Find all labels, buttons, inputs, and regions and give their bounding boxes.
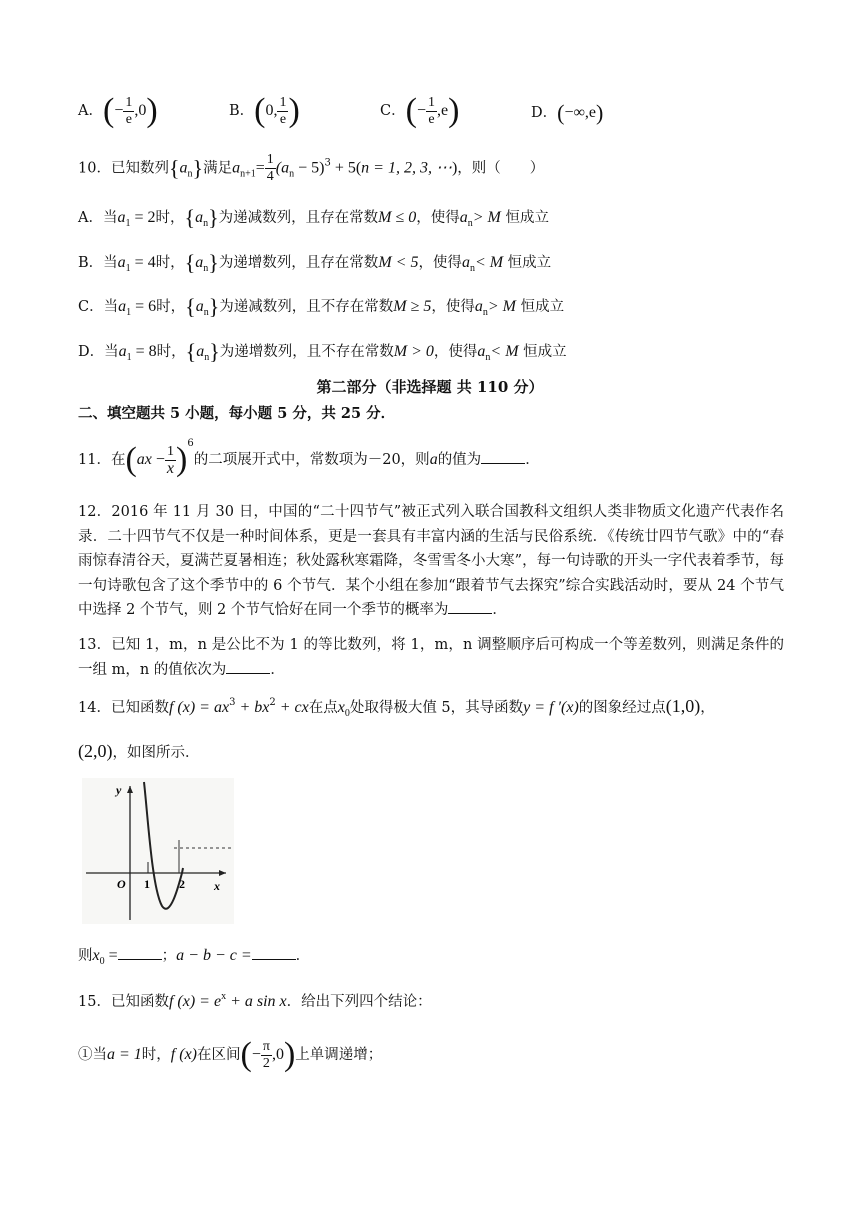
q14-x0-blank[interactable] — [118, 947, 162, 960]
q15-stem: 15．已知函数f $(x) = e^x + a$ sin x．给出下列四个结论： — [78, 991, 432, 1010]
q14-stem: 14．已知函数f $(x) = ax^3 + bx^2$ + cx在点$x_0$处取得极大值 5，其导函数y = f ′(x)的图象经过点(1,0)， — [78, 696, 715, 719]
graph-tick-2: 2 — [179, 877, 185, 891]
q10-option-a: A．当$a_1 = 2$时，$\{a_n\}$为递减数列，且存在常数M ≤ 0，使得$a_n> M$ 恒成立 — [78, 205, 549, 230]
graph-x-label: x — [214, 879, 220, 893]
q10-option-c: C．当$a_1 = 6$时，$\{a_n\}$为递减数列，且不存在常数M ≥ 5，使得$a_n> M$ 恒成立 — [78, 294, 565, 319]
q14-abc-blank[interactable] — [252, 947, 296, 960]
q10-option-b: B．当$a_1 = 4$时，$\{a_n\}$为递增数列，且存在常数M < 5，使得$a_n< M$ 恒成立 — [78, 250, 552, 275]
q13-answer-blank[interactable] — [226, 661, 270, 674]
q14-answers: 则$x_0$ = ；a − b − c = ． — [78, 947, 311, 967]
q15-conclusion-1: ①当a = 1时，f (x)在区间(− $\frac{\pi}{2}$ ,0)上单调递增； — [78, 1036, 383, 1073]
q9-option-a: A．(− $\frac{1}{e}$ ,0) — [78, 92, 158, 129]
q9-option-b: B．(0, $\frac{1}{e}$ ) — [229, 92, 300, 129]
part2-title: 第二部分（非选择题 共 110 分） — [316, 378, 544, 396]
q10-option-d: D．当$a_1 = 8$时，$\{a_n\}$为递增数列，且不存在常数M > 0，使得$a_n< M$ 恒成立 — [78, 339, 567, 364]
q12: 12．2016 年 11 月 30 日，中国的“二十四节气”被正式列入联合国教科文组织人类非物质文化遗产代表作名录．二十四节气不仅是一种时间体系，更是一套具有丰富内涵的生活与民俗系统．《传统廿四节气歌》中的“春雨惊春清谷天，夏满芒夏暑相连；秋处露秋寒霜降，冬雪雪冬小大寒”，每一句诗歌的开头一字代表着季节，每一句诗歌包含了这个季节中的 6 个节气．某个小组在参加“跟着节气去探究”综合实践活动时，要从 24 个节气中选择 2 个节气，则 2 个节气恰好在同一个季节的概率为 ． — [78, 504, 784, 618]
q11: 11．在(ax − $\frac{1}{x}$ )$^6$的二项展开式中，常数项为－20，则a的值为 ． — [78, 438, 540, 478]
q12-answer-blank[interactable] — [448, 601, 492, 614]
q9-option-c: C．(− $\frac{1}{e}$ ,e) — [380, 92, 460, 129]
q13: 13．已知 1，m，n 是公比不为 1 的等比数列，将 1，m，n 调整顺序后可构成一个等差数列，则满足条件的一组 m，n 的值依次为 ． — [78, 637, 784, 678]
q11-answer-blank[interactable] — [481, 451, 525, 464]
q9-option-d: D．(−∞,e) — [531, 100, 604, 125]
graph-y-label: y — [116, 783, 122, 797]
q14-derivative-graph — [82, 778, 234, 924]
section2-title: 二、填空题共 5 小题，每小题 5 分，共 25 分． — [78, 405, 396, 422]
q14-stem-cont: (2,0)，如图所示． — [78, 741, 200, 761]
graph-origin-label: O — [117, 877, 126, 891]
graph-tick-1: 1 — [144, 877, 150, 891]
q10-stem: 10．已知数列$\{a_n\}$满足$a_{n+1}=$ $\frac{1}{4}$ $(a_n - 5)^3 + 5(n = 1$, 2, 3, ⋯)，则（ ） — [78, 152, 545, 184]
